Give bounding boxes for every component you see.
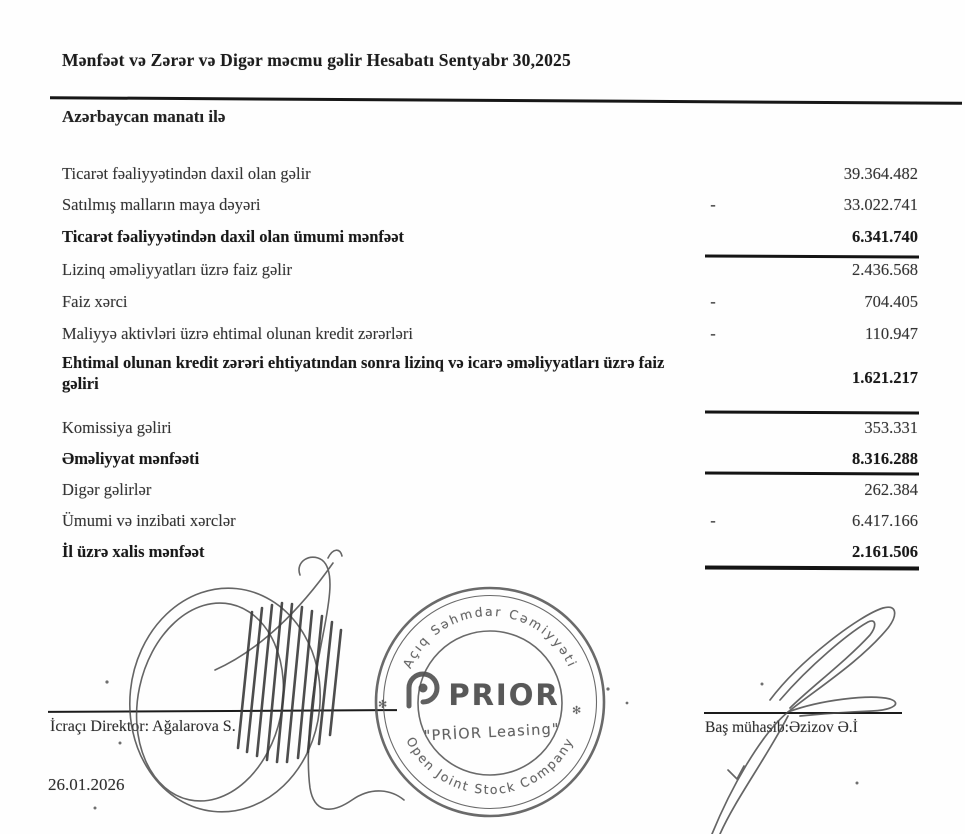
row-value: 262.384	[864, 480, 918, 499]
currency-note: Azərbaycan manatı ilə	[62, 107, 226, 126]
minus-sign: -	[710, 195, 716, 214]
star-icon: ✻	[572, 704, 582, 717]
income-row	[0, 163, 965, 189]
row-label: Digər gəlirlər	[62, 480, 152, 499]
row-value: 6.341.740	[852, 227, 918, 246]
svg-text:Open Joint Stock Company	[403, 734, 576, 797]
subtotal-row	[0, 352, 965, 400]
director-signature-hatch-icon	[238, 603, 341, 762]
row-label: Komissiya gəliri	[62, 418, 172, 437]
row-label: Lizinq əməliyyatları üzrə faiz gəlir	[62, 260, 292, 279]
row-value: 2.436.568	[852, 260, 918, 279]
star-icon: ✻	[378, 698, 388, 711]
company-stamp	[370, 580, 610, 828]
row-label: Əməliyyat mənfəəti	[62, 449, 200, 468]
subtotal-rule	[705, 411, 919, 415]
income-row	[0, 194, 965, 220]
row-value: 704.405	[864, 292, 918, 311]
total-rule	[705, 566, 919, 571]
subtotal-rule	[705, 472, 919, 476]
row-label: Satılmış malların maya dəyəri	[62, 195, 261, 214]
subtotal-row	[0, 448, 965, 474]
stamp-subtitle: "PRİOR Leasing"	[423, 721, 561, 745]
accountant-title: Baş mühasib:Əzizov Ə.İ	[705, 719, 858, 736]
minus-sign: -	[710, 292, 716, 311]
subtotal-rule	[705, 255, 919, 259]
stamp-bottom-arc-text: Open Joint Stock Company	[403, 734, 577, 798]
total-row	[0, 541, 965, 567]
row-value: 2.161.506	[852, 542, 918, 561]
accountant-signature-line	[704, 712, 902, 714]
ink-dots	[94, 680, 859, 809]
income-row	[0, 259, 965, 285]
income-row	[0, 510, 965, 536]
stamp-top-arc-text: Açıq Səhmdar Cəmiyyəti	[399, 603, 581, 671]
subtotal-row	[0, 226, 965, 252]
header-rule	[50, 96, 962, 105]
row-value: 39.364.482	[843, 164, 918, 183]
row-label: Maliyyə aktivləri üzrə ehtimal olunan kredit zərərləri	[62, 324, 413, 343]
row-value: 8.316.288	[852, 449, 918, 468]
row-value: 110.947	[864, 324, 918, 343]
minus-sign: -	[710, 324, 716, 343]
row-label: Ticarət fəaliyyətindən daxil olan ümumi mənfəət	[62, 227, 405, 246]
row-label: Faiz xərci	[62, 292, 128, 311]
income-row	[0, 417, 965, 443]
row-value: 33.022.741	[843, 195, 918, 214]
director-signature-line	[48, 709, 397, 713]
income-row	[0, 323, 965, 349]
minus-sign: -	[710, 511, 716, 530]
report-date: 26.01.2026	[48, 775, 125, 794]
row-label: Ehtimal olunan kredit zərəri ehtiyatından sonra lizinq və icarə əməliyyatları üzrə faiz gəliri	[62, 353, 665, 394]
row-label: İl üzrə xalis mənfəət	[62, 542, 205, 561]
income-row	[0, 479, 965, 505]
row-value: 6.417.166	[852, 511, 918, 530]
director-signature-icon	[119, 550, 404, 821]
row-value: 1.621.217	[852, 368, 918, 387]
director-title: İcraçı Direktor: Ağalarova S.	[50, 718, 236, 735]
stamp-logo-text: PRIOR	[448, 678, 560, 712]
income-row	[0, 291, 965, 317]
prior-logo-icon	[409, 674, 437, 706]
report-title: Mənfəət və Zərər və Digər məcmu gəlir Hesabatı Sentyabr 30,2025	[62, 50, 571, 70]
row-label: Ticarət fəaliyyətindən daxil olan gəlir	[62, 164, 311, 183]
svg-text:Açıq Səhmdar Cəmiyyəti	[400, 604, 581, 670]
row-label: Ümumi və inzibati xərclər	[62, 511, 236, 530]
row-value: 353.331	[864, 418, 918, 437]
stamp-rings-icon	[376, 588, 604, 816]
